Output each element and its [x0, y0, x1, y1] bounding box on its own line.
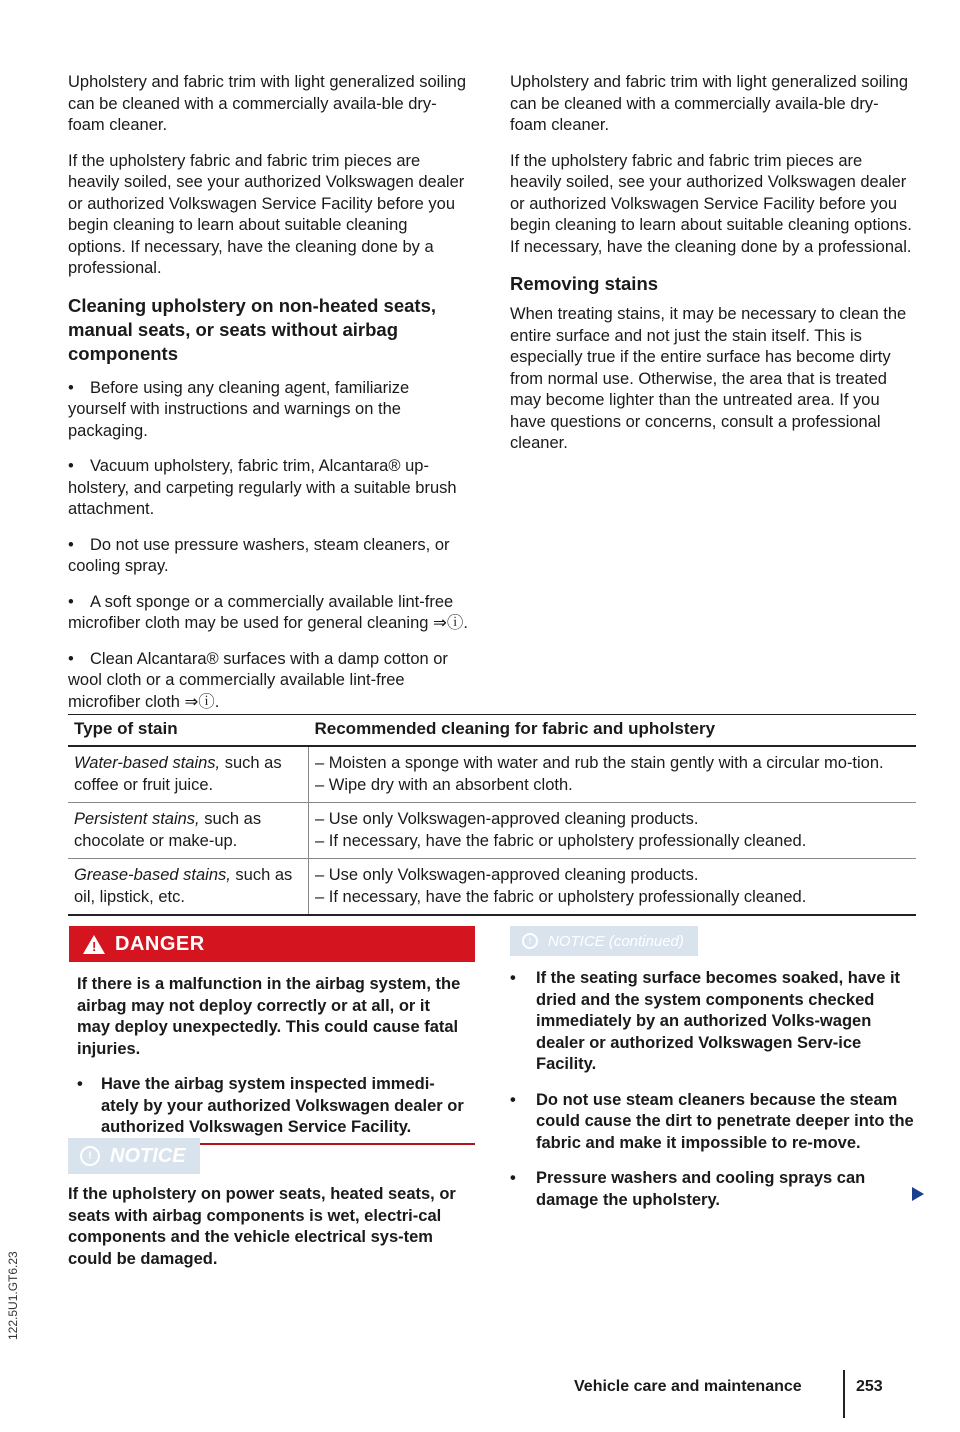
bullet-icon: •: [510, 1169, 516, 1187]
list-item: • Do not use pressure washers, steam cleaners, or cooling spray.: [68, 535, 450, 575]
heavy-soiling-paragraph-right: If the upholstery fabric and fabric trim pieces are heavily soiled, see your authorized Volkswagen dealer or authorized Volkswagen Service Facility before you begin cleaning to learn about suitable cleaning options. If necessary, have the cleaning done by a professional.: [510, 151, 912, 256]
danger-header: [69, 926, 475, 962]
notice-continued-list: [510, 968, 914, 1211]
list-item: • Vacuum upholstery, fabric trim, Alcantara® up-holstery, and carpeting regularly with a suitable brush attachment.: [68, 457, 457, 518]
bullet-icon: •: [77, 1075, 83, 1093]
column-header-type: Type of stain: [68, 715, 309, 747]
danger-warning-box: [68, 926, 475, 1145]
list-item: • Have the airbag system inspected immedi-ately by your authorized Volkswagen dealer or authorized Volkswagen Service Facility.: [77, 1074, 465, 1139]
danger-title: DANGER: [115, 932, 205, 955]
recommendation-cell: – Use only Volkswagen-approved cleaning products. – If necessary, have the fabric or upholstery professionally cleaned.: [309, 859, 917, 916]
section-heading-non-heated: Cleaning upholstery on non-heated seats, manual seats, or seats without airbag components: [68, 294, 436, 364]
notice-section: [68, 1138, 474, 1270]
list-item: • Before using any cleaning agent, familiarize yourself with instructions and warnings on the packaging.: [68, 378, 410, 440]
notice-continued-header: [510, 926, 698, 956]
bullet-icon: •: [68, 592, 74, 611]
list-item: • If the seating surface becomes soaked, have it dried and the system components checked immediately by an authorized Volks-wagen dealer or authorized Volkswagen Serv-ice Facility.: [510, 968, 914, 1076]
stain-table: [68, 714, 916, 916]
right-column: [510, 72, 914, 469]
notice-circle-icon: !: [522, 933, 538, 949]
footer-divider: [843, 1370, 845, 1418]
list-item: • Do not use steam cleaners because the steam could cause the dirt to penetrate deeper into the fabric and make it impossible to re-move.: [510, 1090, 914, 1155]
bullet-icon: •: [68, 535, 74, 554]
bullet-icon: •: [68, 649, 74, 668]
intro-paragraph: Upholstery and fabric trim with light generalized soiling can be cleaned with a commercially availa-ble dry-foam cleaner.: [68, 73, 467, 134]
notice-circle-icon: !: [80, 1146, 100, 1166]
notice-header: [68, 1138, 200, 1174]
danger-body: [69, 962, 475, 1143]
column-header-recommended: Recommended cleaning for fabric and upholstery: [309, 715, 917, 747]
recommendation-cell: – Use only Volkswagen-approved cleaning products. – If necessary, have the fabric or upholstery professionally cleaned.: [309, 803, 917, 859]
stain-type-cell: Persistent stains, such as chocolate or make-up.: [68, 803, 309, 859]
list-item: • Clean Alcantara® surfaces with a damp cotton or wool cloth or a commercially available lint-free microfiber cloth ⇒ⓘ.: [68, 649, 448, 711]
table-row: [68, 859, 916, 916]
heavy-soiling-paragraph: If the upholstery fabric and fabric trim pieces are heavily soiled, see your authorized Volkswagen dealer or authorized Volkswagen Service Facility before you begin cleaning to learn about suitable cleaning options. If necessary, have the cleaning done by a professional.: [68, 151, 465, 277]
notice-continued-section: [510, 926, 914, 1211]
bullet-icon: •: [510, 1090, 516, 1109]
intro-paragraph-right: Upholstery and fabric trim with light generalized soiling can be cleaned with a commercially availa-ble dry-foam cleaner.: [510, 73, 909, 134]
stains-paragraph: When treating stains, it may be necessary to clean the entire surface and not just the stain itself. This is especially true if the entire surface has become dirty from normal use. Otherwise, the area that is treated may become lighter than the untreated area. If you have questions or concerns, consult a professional cleaner.: [510, 305, 907, 452]
warning-triangle-icon: !: [83, 935, 105, 954]
list-item: • A soft sponge or a commercially available lint-free microfiber cloth may be used for general cleaning ⇒ⓘ.: [68, 592, 468, 632]
recommendation-cell: – Moisten a sponge with water and rub the stain gently with a circular mo-tion. – Wipe dry with an absorbent cloth.: [309, 746, 917, 803]
notice-text: If the upholstery on power seats, heated seats, or seats with airbag components is wet, electri-cal components and the vehicle electrical sys-tem could be damaged.: [68, 1185, 456, 1268]
table-row: [68, 803, 916, 859]
bullet-icon: •: [68, 457, 74, 475]
bullet-icon: •: [510, 969, 516, 987]
section-heading-removing-stains: Removing stains: [510, 273, 659, 294]
bullet-icon: •: [68, 378, 74, 397]
page-number: 253: [856, 1378, 883, 1395]
stain-type-cell: Water-based stains, such as coffee or fruit juice.: [68, 746, 309, 803]
notice-continued-title: NOTICE (continued): [548, 932, 684, 950]
document-code: 122.5U1.GT6.23: [6, 1251, 20, 1340]
cleaning-bullet-list: [68, 378, 468, 714]
danger-text: If there is a malfunction in the airbag system, the airbag may not deploy correctly or at all, or it may deploy unexpectedly. This could cause fatal injuries.: [77, 975, 461, 1058]
stain-type-cell: Grease-based stains, such as oil, lipstick, etc.: [68, 859, 309, 916]
table-row: [68, 746, 916, 803]
table-header-row: [68, 715, 916, 747]
list-item: • Pressure washers and cooling sprays can damage the upholstery.: [510, 1168, 900, 1211]
continue-arrow-icon: [912, 1187, 924, 1201]
footer-section-title: Vehicle care and maintenance: [574, 1378, 802, 1395]
left-column: [68, 72, 468, 727]
notice-title: NOTICE: [110, 1144, 186, 1167]
